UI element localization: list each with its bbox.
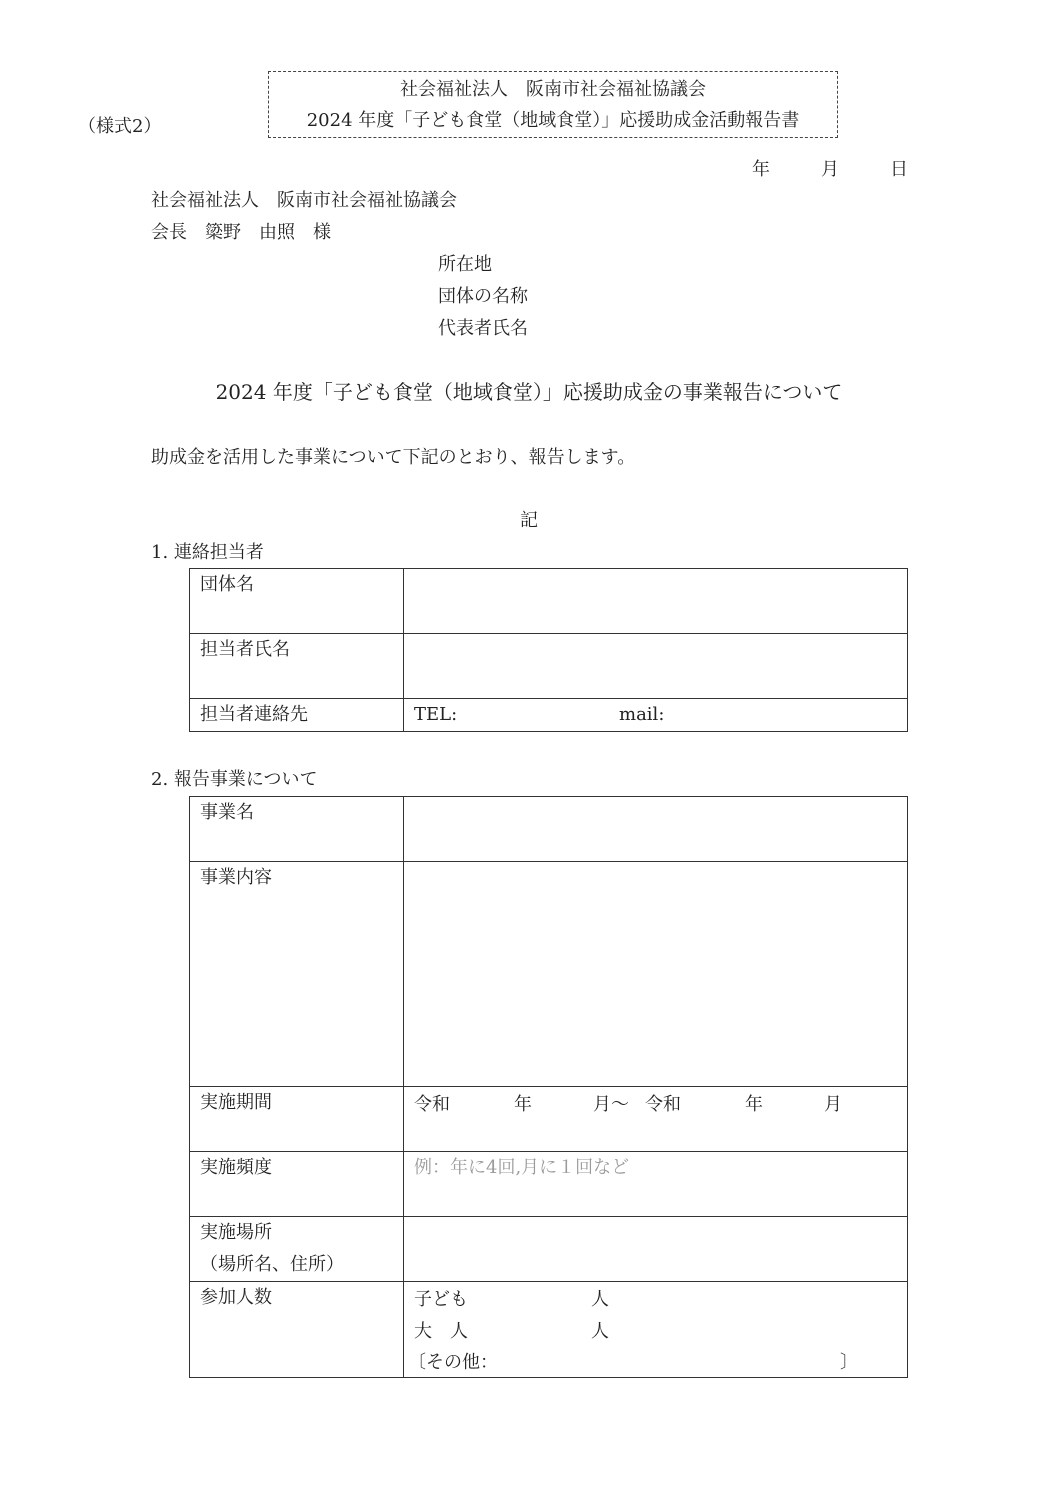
children-unit: 人 [591, 1289, 609, 1310]
header-line-2: 2024 年度「子ども食堂（地域食堂）」応援助成金活動報告書 [306, 110, 800, 131]
period-reiwa-end: 令和 [645, 1094, 681, 1115]
contact-name-input[interactable] [404, 634, 908, 699]
contact-info-cell: 担当者連絡先 [190, 699, 404, 732]
table-row [190, 862, 908, 1087]
contact-table [189, 568, 908, 732]
place-input[interactable] [404, 1217, 908, 1282]
place-cell [190, 1217, 404, 1282]
period-month-start: 月～ [593, 1094, 629, 1115]
project-name-input[interactable] [404, 797, 908, 862]
frequency-cell: 実施頻度 [190, 1152, 404, 1217]
project-content-input[interactable] [404, 862, 908, 1087]
project-name-cell: 事業名 [190, 797, 404, 862]
table-row [190, 1282, 908, 1378]
table-row [190, 1217, 908, 1282]
header-line-1: 社会福祉法人 阪南市社会福祉協議会 [400, 79, 706, 100]
section1-heading: 1. 連絡担当者 [151, 542, 264, 563]
table-row [190, 1087, 908, 1152]
table-row [190, 634, 908, 699]
mail-label: mail: [619, 704, 665, 725]
table-row [190, 797, 908, 862]
place-label: 実施場所 [200, 1222, 272, 1243]
other-open: 〔その他： [408, 1352, 498, 1373]
project-content-cell: 事業内容 [190, 862, 404, 1087]
other-close: 〕 [840, 1352, 858, 1373]
header-box [268, 71, 838, 138]
section2-heading: 2. 報告事業について [151, 769, 318, 790]
report-table [189, 796, 908, 1378]
contact-info-input[interactable] [404, 699, 908, 732]
children-label: 子ども [414, 1289, 468, 1310]
period-reiwa-start: 令和 [414, 1094, 450, 1115]
table-row [190, 1152, 908, 1217]
document-title: 2024 年度「子ども食堂（地域食堂）」応援助成金の事業報告について [215, 380, 843, 404]
table-row [190, 699, 908, 732]
adults-unit: 人 [591, 1321, 609, 1342]
period-month-end: 月 [824, 1094, 842, 1115]
representative-label: 代表者氏名 [438, 318, 528, 339]
date-year: 年 [752, 159, 770, 180]
date-month: 月 [821, 159, 839, 180]
addressee-org: 社会福祉法人 阪南市社会福祉協議会 [151, 190, 457, 211]
table-row [190, 569, 908, 634]
period-input[interactable] [404, 1087, 908, 1152]
period-cell: 実施期間 [190, 1087, 404, 1152]
group-name-label: 団体の名称 [438, 286, 528, 307]
address-label: 所在地 [438, 254, 492, 275]
group-name-input[interactable] [404, 569, 908, 634]
form-number: （様式2） [78, 116, 162, 137]
contact-name-cell: 担当者氏名 [190, 634, 404, 699]
participants-cell: 参加人数 [190, 1282, 404, 1378]
group-name-cell: 団体名 [190, 569, 404, 634]
frequency-input[interactable] [404, 1152, 908, 1217]
addressee-person: 会長 簗野 由照 様 [151, 222, 331, 243]
frequency-example: 例：年に4回,月に１回など [414, 1157, 630, 1178]
adults-label: 大 人 [414, 1321, 468, 1342]
period-year-start: 年 [514, 1094, 532, 1115]
date-day: 日 [890, 159, 908, 180]
period-year-end: 年 [745, 1094, 763, 1115]
intro-text: 助成金を活用した事業について下記のとおり、報告します。 [151, 447, 636, 468]
ki-mark: 記 [520, 510, 538, 531]
participants-input[interactable] [404, 1282, 908, 1378]
place-sublabel: （場所名、住所） [200, 1254, 344, 1275]
tel-label: TEL: [414, 704, 458, 725]
